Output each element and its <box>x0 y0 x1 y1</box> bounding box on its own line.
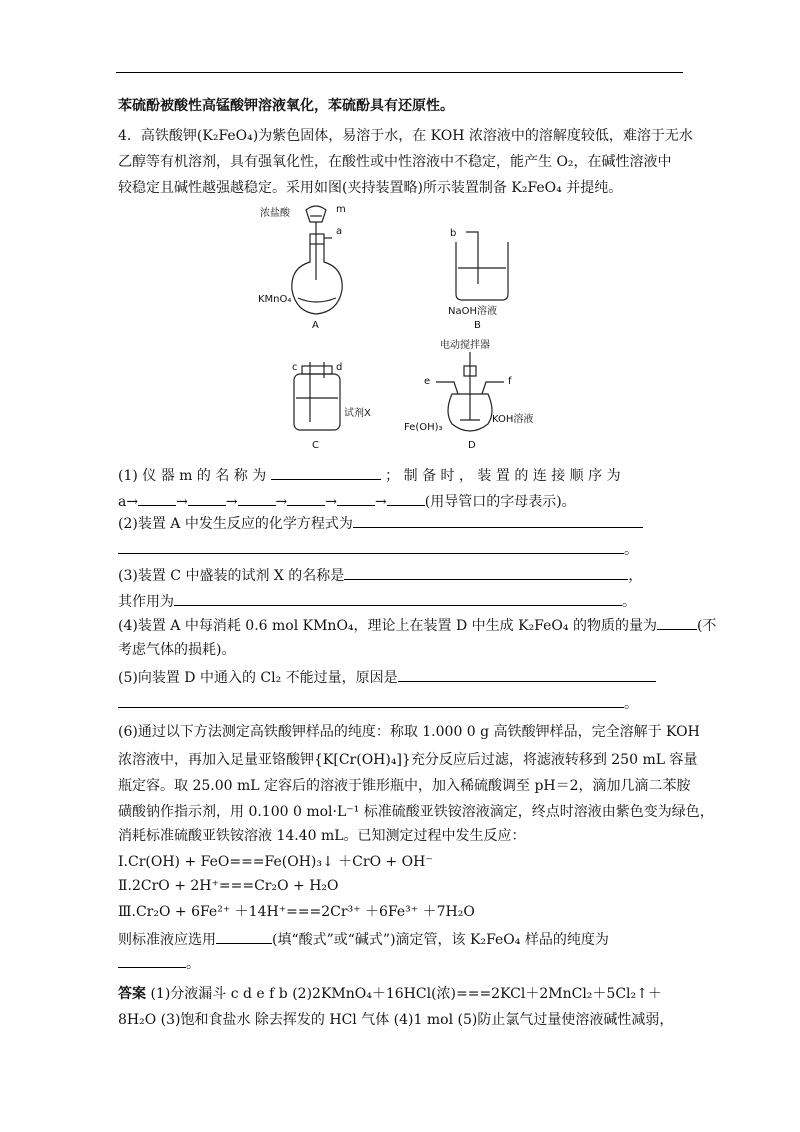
answer-blank[interactable] <box>118 951 186 968</box>
q3-line-2: 其作用为 。 <box>118 588 680 616</box>
q6-line-3: 瓶定容。取 25.00 mL 定容后的溶液于锥形瓶中，加入稀硫酸调至 pH＝2，滴加几滴二苯胺 <box>118 778 691 794</box>
q5-line-1: (5)向装置 D 中通入的 Cl₂ 不能过量，原因是 <box>118 664 680 692</box>
label-e: e <box>424 376 431 387</box>
label-f: f <box>508 376 512 387</box>
label-stirrer: 电动搅拌器 <box>440 340 490 351</box>
answer-blank[interactable] <box>118 537 624 554</box>
q2-line-2: 。 <box>118 536 680 564</box>
label-C: C <box>312 440 319 451</box>
answer-blank[interactable] <box>657 613 697 630</box>
q1-line-1: (1) 仪 器 m 的 名 称 为 ； 制 备 时 ， 装 置 的 连 接 顺 序 为 <box>118 462 680 490</box>
answer-blank[interactable] <box>287 489 325 506</box>
answer-blank[interactable] <box>188 489 226 506</box>
label-D: D <box>468 440 476 451</box>
header-rule <box>116 72 683 73</box>
q4-intro-line-1: 4．高铁酸钾(K₂FeO₄)为紫色固体，易溶于水，在 KOH 浓溶液中的溶解度较低，难溶于无水 <box>118 128 693 144</box>
gas-washing-bottle-icon <box>294 374 340 430</box>
label-kmno4: KMnO₄ <box>258 294 292 305</box>
answer-blank[interactable] <box>387 489 425 506</box>
q6-line-2: 浓溶液中，再加入足量亚铬酸钾{K[Cr(OH)₄]}充分反应后过滤，将滤液转移到 250 mL 容量 <box>118 752 698 768</box>
beaker-icon <box>456 242 508 300</box>
answer-line-2: 8H₂O (3)饱和食盐水 除去挥发的 HCl 气体 (4)1 mol (5)防止氯气过量使溶液碱性减弱， <box>118 1012 674 1028</box>
label-d: d <box>336 362 343 373</box>
label-feoh3: Fe(OH)₃ <box>404 422 443 433</box>
label-reagent-x: 试剂X <box>344 408 371 419</box>
answer-blank[interactable] <box>398 665 656 682</box>
label-naoh: NaOH溶液 <box>448 306 497 317</box>
separatory-funnel-icon <box>306 206 326 222</box>
reaction-1: Ⅰ.Cr(OH) + FeO===Fe(OH)₃↓ ＋CrO + OH⁻ <box>118 854 433 870</box>
q2-line-1: (2)装置 A 中发生反应的化学方程式为 <box>118 510 680 538</box>
answer-blank[interactable] <box>353 511 643 528</box>
q1-line-2: a→ → → → → → (用导管口的字母表示)。 <box>118 488 680 516</box>
answer-blank[interactable] <box>337 489 375 506</box>
q5-line-2: 。 <box>118 690 680 718</box>
label-A: A <box>312 320 319 331</box>
q3-line-1: (3)装置 C 中盛装的试剂 X 的名称是 ， <box>118 562 680 590</box>
answer-blank[interactable] <box>238 489 276 506</box>
q6-line-1: (6)通过以下方法测定高铁酸钾样品的纯度：称取 1.000 0 g 高铁酸钾样品，完全溶解于 KOH <box>118 724 700 740</box>
round-flask-icon <box>292 244 342 314</box>
apparatus-figure <box>240 198 580 460</box>
answer-line-1: 答案 (1)分液漏斗 c d e f b (2)2KMnO₄＋16HCl(浓)===2KCl＋2MnCl₂＋5Cl₂↑＋ <box>118 986 662 1002</box>
q6-line-4: 磺酸钠作指示剂，用 0.100 0 mol·L⁻¹ 标准硫酸亚铁铵溶液滴定，终点时溶液由紫色变为绿色， <box>118 804 714 820</box>
answer-blank[interactable] <box>138 489 176 506</box>
answer-blank[interactable] <box>216 927 272 944</box>
q6-line-5: 消耗标准硫酸亚铁铵溶液 14.40 mL。已知测定过程中发生反应： <box>118 828 526 844</box>
label-conc-hcl: 浓盐酸 <box>260 208 290 219</box>
label-koh: KOH溶液 <box>492 414 534 425</box>
answer-blank[interactable] <box>174 589 622 606</box>
q4-intro-line-3: 较稳定且碱性越强越稳定。采用如图(夹持装置略)所示装置制备 K₂FeO₄ 并提纯。 <box>118 180 623 196</box>
label-a: a <box>336 226 343 237</box>
q6-line-6: 则标准液应选用 (填“酸式”或“碱式”)滴定管，该 K₂FeO₄ 样品的纯度为 <box>118 926 680 954</box>
reaction-2: Ⅱ.2CrO + 2H⁺===Cr₂O + H₂O <box>118 878 339 894</box>
answer-label: 答案 <box>118 986 146 1002</box>
apparatus-diagram <box>240 198 580 460</box>
q6-line-7: 。 <box>118 950 680 978</box>
reaction-3: Ⅲ.Cr₂O + 6Fe²⁺ ＋14H⁺===2Cr³⁺ ＋6Fe³⁺ ＋7H₂O <box>118 904 475 920</box>
answer-blank[interactable] <box>271 463 381 480</box>
q4-line-2: 考虑气体的损耗)。 <box>118 642 236 658</box>
previous-answer-line: 苯硫酚被酸性高锰酸钾溶液氧化，苯硫酚具有还原性。 <box>118 98 454 114</box>
answer-blank[interactable] <box>344 563 628 580</box>
label-b: b <box>450 228 457 239</box>
label-B: B <box>474 320 481 331</box>
q4-line-1: (4)装置 A 中每消耗 0.6 mol KMnO₄，理论上在装置 D 中生成 K₂FeO₄ 的物质的量为 (不 <box>118 612 680 640</box>
label-c: c <box>292 362 298 373</box>
answer-blank[interactable] <box>118 691 624 708</box>
label-m: m <box>336 204 346 215</box>
q4-intro-line-2: 乙醇等有机溶剂，具有强氧化性，在酸性或中性溶液中不稳定，能产生 O₂，在碱性溶液中 <box>118 154 672 170</box>
